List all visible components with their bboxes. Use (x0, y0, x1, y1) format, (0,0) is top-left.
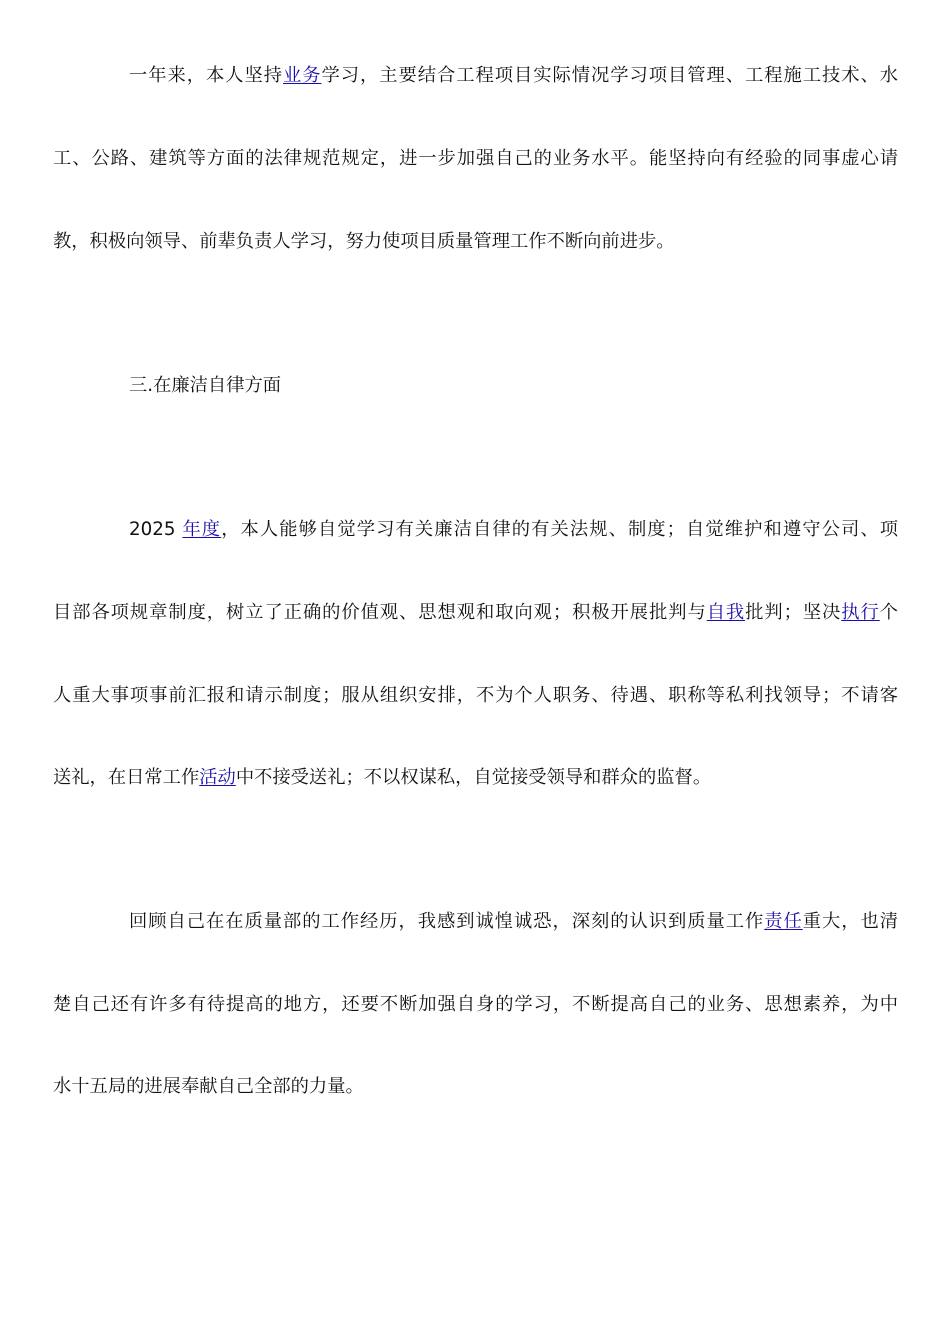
link-zhixing[interactable]: 执行 (841, 602, 880, 623)
text-run: 学习，主要结合工程项目实际情况学习项目管理、工程施工技术、水 (321, 65, 898, 86)
text-run: 2025 (129, 519, 183, 540)
heading-text: 三.在廉洁自律方面 (129, 375, 282, 396)
paragraph-3-line-3 (53, 1075, 898, 1099)
link-huodong[interactable]: 活动 (199, 767, 236, 788)
text-run: 批判；坚决 (745, 602, 842, 623)
link-ziwo[interactable]: 自我 (706, 602, 746, 623)
paragraph-1-line-1 (129, 64, 898, 88)
paragraph-1-line-2 (53, 147, 898, 171)
text-run: 楚自己还有许多有待提高的地方，还要不断加强自身的学习，不断提高自己的业务、思想素养，为中 (53, 994, 898, 1015)
link-yewu[interactable]: 业务 (283, 65, 322, 86)
link-zeren[interactable]: 责任 (764, 911, 803, 932)
text-run: 个 (879, 602, 898, 623)
paragraph-2-line-2 (53, 601, 898, 625)
text-run: 工、公路、建筑等方面的法律规范规定，进一步加强自己的业务水平。能坚持向有经验的同事虚心请 (53, 148, 898, 169)
text-run: 回顾自己在在质量部的工作经历，我感到诚惶诚恐，深刻的认识到质量工作 (129, 911, 765, 932)
text-run: ，本人能够自觉学习有关廉洁自律的有关法规、制度；自觉维护和遵守公司、项 (221, 519, 898, 540)
paragraph-1-line-3 (53, 230, 898, 254)
section-heading (129, 374, 898, 398)
text-run: 教，积极向领导、前辈负责人学习，努力使项目质量管理工作不断向前进步。 (53, 231, 675, 252)
text-run: 一年来，本人坚持 (129, 65, 283, 86)
paragraph-3-line-2 (53, 993, 898, 1017)
text-run: 人重大事项事前汇报和请示制度；服从组织安排，不为个人职务、待遇、职称等私利找领导；不请客 (53, 685, 898, 706)
text-run: 水十五局的进展奉献自己全部的力量。 (53, 1076, 364, 1097)
text-run: 送礼，在日常工作 (53, 767, 200, 788)
link-niandu[interactable]: 年度 (182, 519, 222, 540)
paragraph-2-line-4 (53, 766, 898, 790)
text-run: 中不接受送礼；不以权谋私，自觉接受领导和群众的监督。 (235, 767, 712, 788)
paragraph-3-line-1 (129, 910, 898, 934)
text-run: 重大，也清 (802, 911, 898, 932)
text-run: 目部各项规章制度，树立了正确的价值观、思想观和取向观；积极开展批判与 (53, 602, 707, 623)
paragraph-2-line-1 (129, 518, 898, 542)
paragraph-2-line-3 (53, 684, 898, 708)
